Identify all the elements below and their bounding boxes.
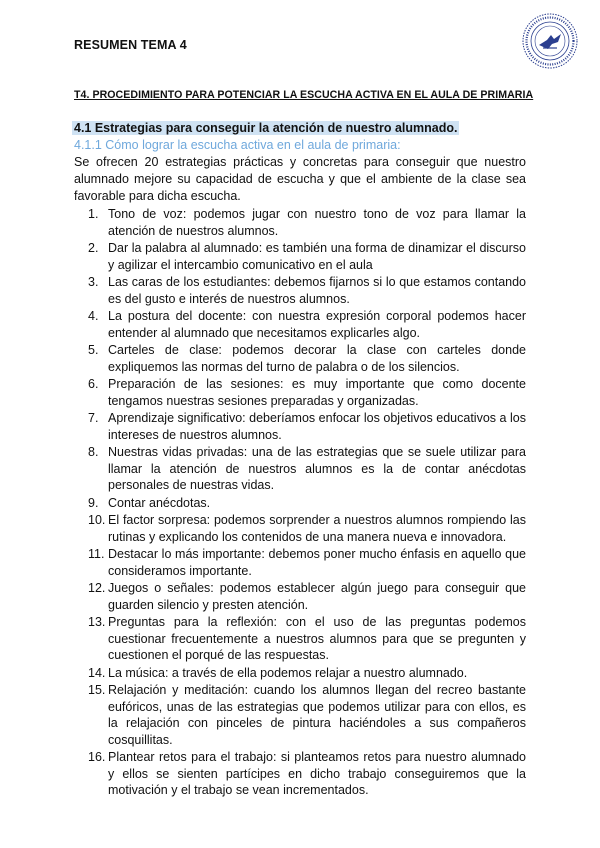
item-number: 4. (88, 309, 99, 323)
item-number: 13. (88, 615, 106, 629)
item-number: 7. (88, 411, 99, 425)
item-number: 5. (88, 343, 99, 357)
list-item (74, 376, 526, 409)
list-item (74, 410, 526, 443)
university-seal-icon (521, 12, 579, 70)
section-heading: 4.1 Estrategias para conseguir la atención de nuestro alumnado. (74, 121, 458, 135)
list-item (74, 444, 526, 494)
item-text: Relajación y meditación: cuando los alumnos llegan del recreo bastante eufóricos, unas de las estrategias que podemos utilizar para con ellos, es la relajación con pinceles de pintura haciéndoles a sus compañeros cosquillitas. (108, 683, 526, 747)
list-item (74, 206, 526, 239)
list-item (74, 342, 526, 375)
item-number: 12. (88, 581, 106, 595)
item-text: Contar anécdotas. (108, 495, 211, 510)
item-text: Juegos o señales: podemos establecer algún juego para conseguir que guarden silencio y presten atención. (108, 581, 526, 612)
item-text: Nuestras vidas privadas: una de las estrategias que se suele utilizar para llamar la atención de nuestros alumnos es la de contar anécdotas personales de nuestras vidas. (108, 445, 526, 492)
list-item (74, 749, 526, 799)
item-number: 6. (88, 377, 99, 391)
intro-paragraph: Se ofrecen 20 estrategias prácticas y concretas para conseguir que nuestro alumnado mejore su capacidad de escucha y que el ambiente de la clase sea favorable para dicha escucha. (74, 155, 526, 203)
item-number: 8. (88, 445, 99, 459)
item-text: Aprendizaje significativo: deberíamos enfocar los objetivos educativos a los intereses de nuestros alumnos. (108, 411, 526, 442)
item-text: Plantear retos para el trabajo: si planteamos retos para nuestro alumnado y ellos se sienten partícipes en dicho trabajo conseguiremos que la motivación y el trabajo se vean incrementados. (108, 750, 526, 797)
page-header-title: RESUMEN TEMA 4 (74, 38, 187, 52)
main-heading: T4. PROCEDIMIENTO PARA POTENCIAR LA ESCUCHA ACTIVA EN EL AULA DE PRIMARIA (74, 89, 534, 101)
item-text: Preguntas para la reflexión: con el uso de las preguntas podemos cuestionar frecuentemente a nuestros alumnos para que se pregunten y cuestionen el porqué de las respuestas. (108, 615, 526, 662)
list-item (74, 614, 526, 664)
item-text: Destacar lo más importante: debemos poner mucho énfasis en aquello que consideramos importante. (108, 547, 526, 578)
item-number: 16. (88, 750, 106, 764)
item-number: 11. (88, 547, 105, 561)
item-number: 3. (88, 275, 99, 289)
item-number: 10. (88, 513, 106, 527)
item-text: Carteles de clase: podemos decorar la clase con carteles donde expliquemos las normas del turno de palabra o de los silencios. (108, 343, 526, 374)
item-text: La postura del docente: con nuestra expresión corporal podemos hacer entender al alumnado que necesitamos explicarles algo. (108, 309, 526, 340)
list-item (74, 580, 526, 613)
item-text: El factor sorpresa: podemos sorprender a nuestros alumnos rompiendo las rutinas y explicando los contenidos de una manera nueva e innovadora. (108, 513, 526, 544)
list-item (74, 495, 526, 512)
list-item (74, 274, 526, 307)
item-number: 15. (88, 683, 106, 697)
list-item (74, 512, 526, 545)
item-number: 14. (88, 665, 106, 680)
item-number: 9. (88, 495, 99, 510)
list-item (74, 546, 526, 579)
list-item (74, 240, 526, 273)
item-number: 1. (88, 207, 99, 221)
item-text: Preparación de las sesiones: es muy importante que como docente tengamos nuestras sesiones preparadas y organizadas. (108, 377, 526, 408)
strategy-list (74, 206, 526, 800)
item-text: Dar la palabra al alumnado: es también una forma de dinamizar el discurso y agilizar el intercambio comunicativo en el aula (108, 241, 526, 272)
item-text: Tono de voz: podemos jugar con nuestro tono de voz para llamar la atención de nuestros alumnos. (108, 207, 526, 238)
list-item (74, 308, 526, 341)
item-text: Las caras de los estudiantes: debemos fijarnos si lo que estamos contando es del gusto e interés de nuestros alumnos. (108, 275, 526, 306)
list-item (74, 682, 526, 748)
subsection-heading: 4.1.1 Cómo lograr la escucha activa en el aula de primaria: (74, 138, 401, 152)
item-number: 2. (88, 241, 99, 255)
list-item (74, 665, 526, 682)
item-text: La música: a través de ella podemos relajar a nuestro alumnado. (108, 665, 468, 680)
